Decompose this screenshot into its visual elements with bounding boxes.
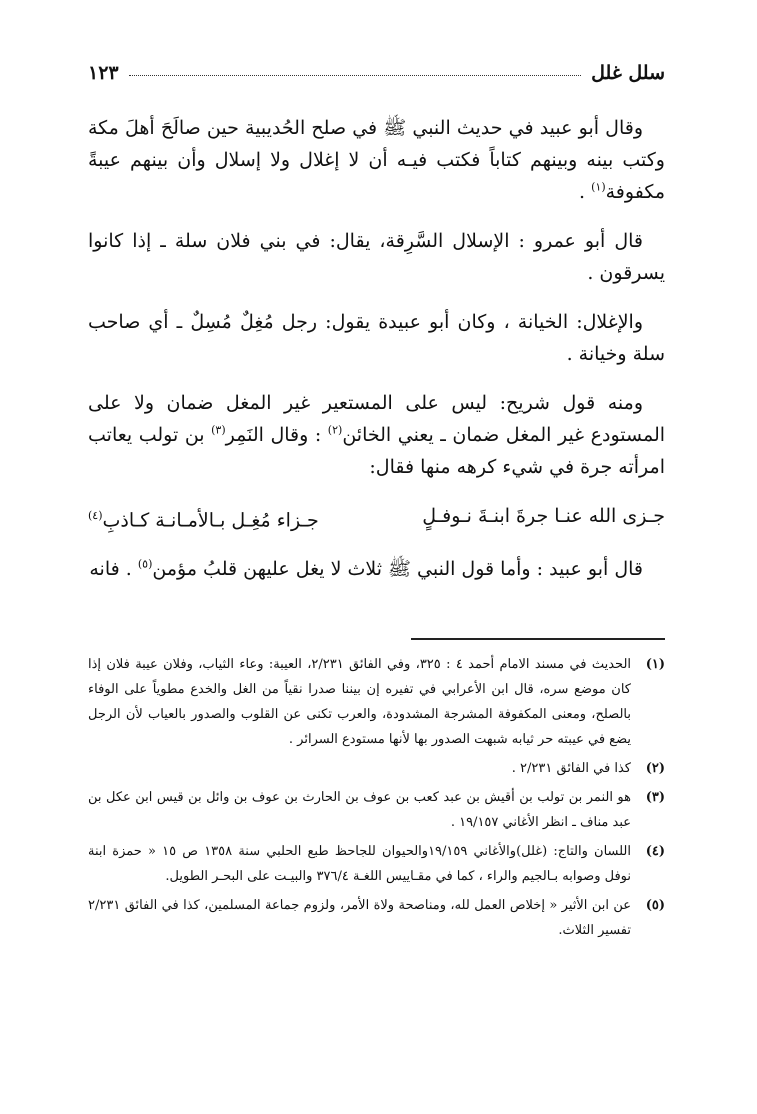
paragraph-5: [88, 553, 665, 585]
footnote-number: (٥): [645, 898, 665, 913]
paragraph-4-text: ومنه قول شريح: ليس على المستعير غير المغل ضمان ولا على المستودع غير المغل ضمان ـ يعني الخائن: [88, 392, 666, 446]
footnote-2: [88, 756, 665, 781]
footnote-number: (٢): [645, 761, 665, 776]
paragraph-5-end: . فانه: [89, 558, 138, 581]
footnote-3: [88, 785, 665, 835]
paragraph-4: [88, 387, 665, 483]
footnote-ref-1: (١): [591, 180, 606, 194]
footnote-number: (٤): [645, 844, 665, 859]
paragraph-2-text: قال أبو عمرو : الإسلال السَّرِقة، يقال: في بني فلان سلة ـ إذا كانوا يسرقون .: [88, 230, 665, 284]
footnote-1: [88, 652, 665, 752]
main-text: [88, 112, 665, 602]
paragraph-4-end: بن تولب يعاتب امرأته جرة في شيء كرهه منها فقال:: [88, 424, 665, 478]
footnote-4: [88, 839, 665, 889]
footnote-ref-4: (٤): [88, 509, 103, 522]
footnote-5: [88, 893, 665, 943]
paragraph-5-text: قال أبو عبيد : وأما قول النبي ﷺ ثلاث لا يغل عليهن قلبُ مؤمن: [152, 558, 643, 581]
paragraph-1-end: .: [579, 181, 592, 203]
footnotes: [88, 652, 665, 947]
verse-second-hemistich-wrap: [88, 500, 319, 536]
footnote-text: عن ابن الأثير « إخلاص العمل لله، ومناصحة ولاة الأمر، ولزوم جماعة المسلمين، كذا في الفائق ٢/٢٣١ تفسير الثلاث.: [88, 898, 631, 938]
footnote-text: كذا في الفائق ٢/٢٣١ .: [511, 761, 631, 776]
paragraph-1: [88, 112, 665, 208]
footnote-text: هو النمر بن تولب بن أقيش بن عبد كعب بن عوف بن الحارث بن عوف بن وائل بن قيس ابن عكل بن عبد مناف ـ انظر الأغاني ١٩/١٥٧ .: [88, 790, 631, 830]
verse-first-hemistich: جـزى الله عنـا جرةَ ابنـةَ نـوفـلٍ: [422, 505, 665, 527]
footnote-text: الحديث في مسند الامام أحمد ٤ : ٣٢٥، وفي الفائق ٢/٢٣١، العيبة: وعاء الثياب، وفلان عيبة فلان إذا كان موضع سره، قال ابن الأعرابي في تفيره إن بيننا صدرا نقياً من الغل والخدع مطوياً على الوفاء بالصلح، ومعنى المكفوفة المشرجة المشدودة، والعرب تكنى عن القلوب والصدور بالعياب لأن الرجل يضع في عيبته حر ثيابه شبهت الصدور بها لأنها مستودع السرائر .: [88, 657, 632, 747]
paragraph-3: [88, 306, 665, 370]
poetry-verse: [88, 500, 665, 536]
paragraph-2: [88, 225, 665, 289]
page-number: ١٢٣: [88, 62, 119, 84]
paragraph-4-mid: : وقال النَمِر: [225, 424, 328, 446]
header-dotted-rule: [129, 75, 582, 76]
footnote-ref-5: (٥): [137, 558, 153, 571]
paragraph-3-text: والإغلال: الخيانة ، وكان أبو عبيدة يقول: رجل مُغِلٌ مُسِلٌ ـ أي صاحب سلة وخيانة .: [88, 311, 665, 365]
running-title: سلل غلل: [591, 62, 665, 84]
footnote-ref-3: (٣): [211, 423, 226, 437]
footnote-number: (٣): [645, 790, 665, 805]
footnote-number: (١): [645, 657, 665, 672]
running-header: [88, 58, 665, 88]
footnote-text: اللسان والتاج: (غلل)والأغاني ١٩/١٥٩والحيوان للجاحظ طبع الحلبي سنة ١٣٥٨ ص ١٥ « حمزة ابنة نوفل وصوابه بـالجيم والراء ، كما في مقـاييس اللغـة ٣٧٦/٤ والبيـت على البحـر الطويل.: [88, 844, 632, 884]
footnote-separator: [411, 638, 665, 640]
paragraph-1-text: وقال أبو عبيد في حديث النبي ﷺ في صلح الحُديبية حين صالَحَ أهلَ مكة وكتب بينه وبينهم كتاباً فكتب فيـه أن لا إغلال ولا إسلال وأن بينهم عيبةً مكفوفة: [88, 117, 665, 203]
verse-second-hemistich: جـزاء مُغِـل بـالأمـانـة كـاذبِ: [102, 509, 319, 532]
footnote-ref-2: (٢): [327, 423, 343, 437]
